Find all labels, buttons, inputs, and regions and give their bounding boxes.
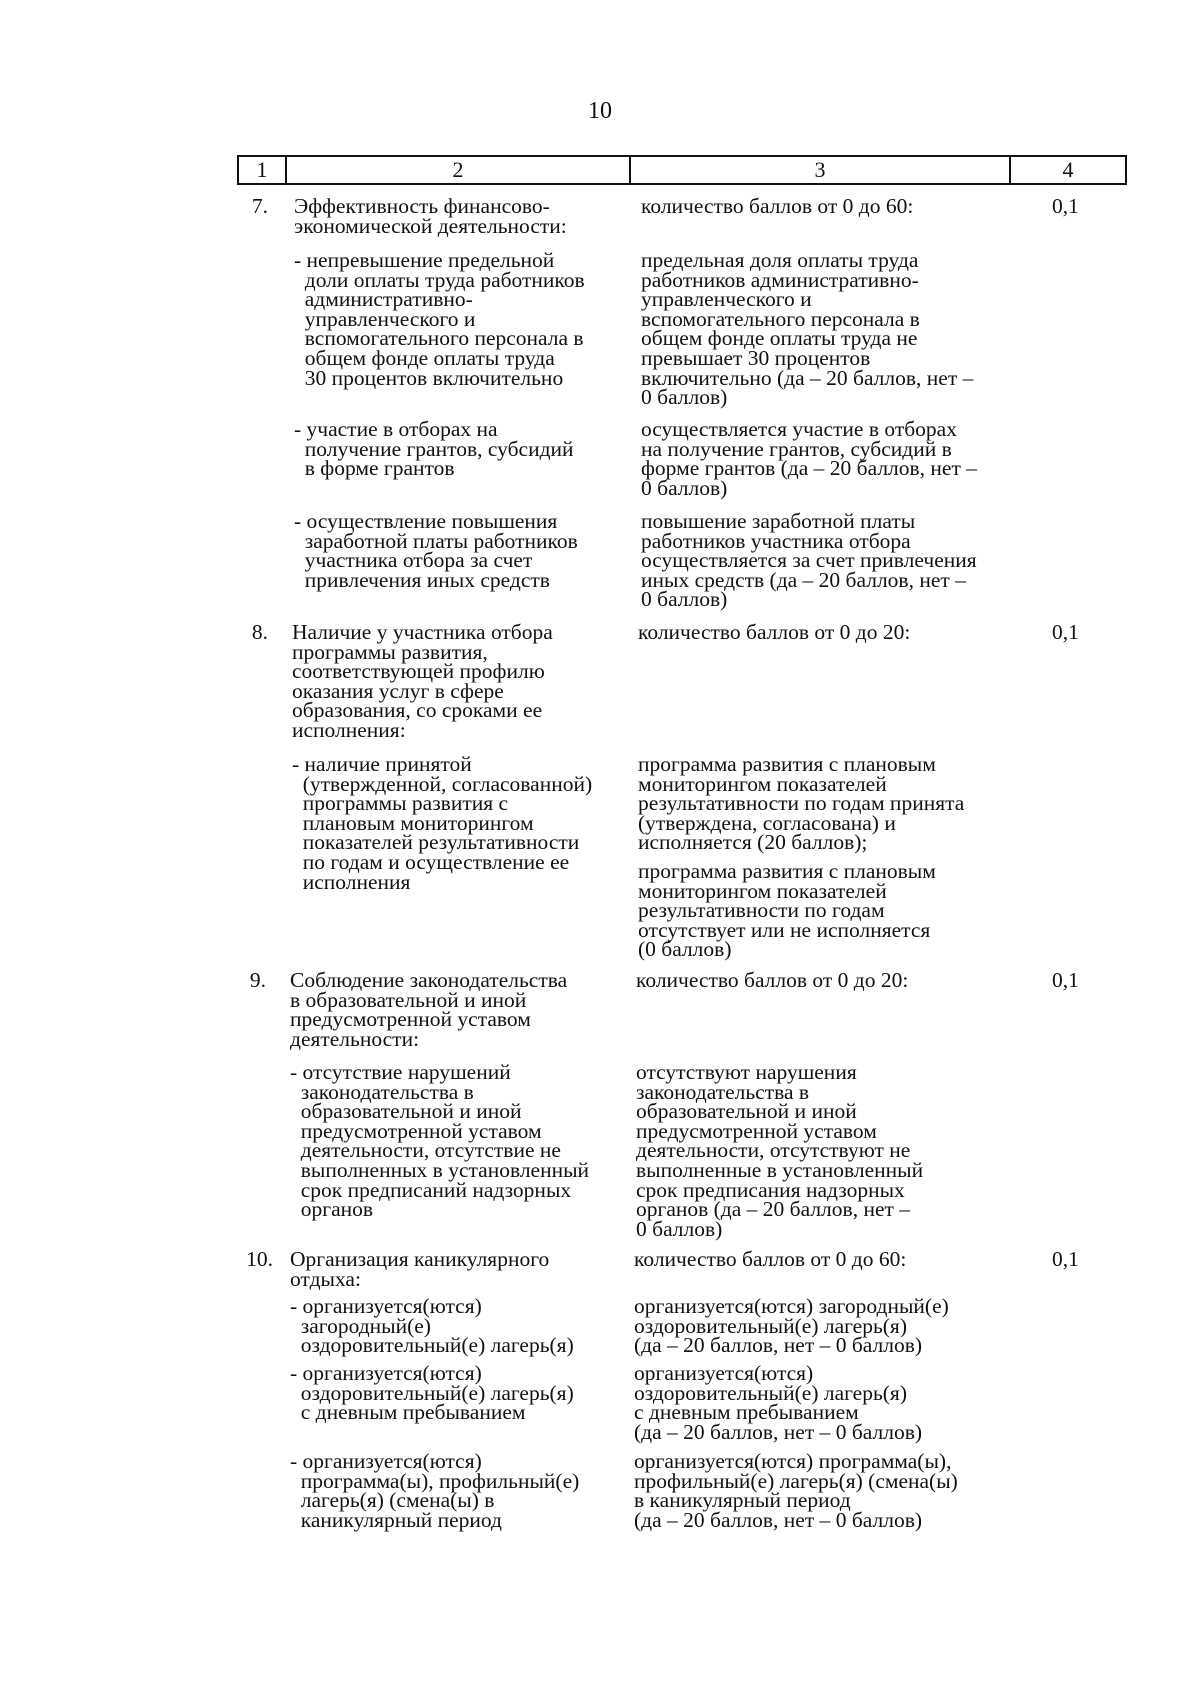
indicator-scoring: организуется(ются) программа(ы), профильный(е) лагерь(я) (смена(ы) в каникулярный период (да – 20 баллов, нет – 0 баллов) [634,1449,958,1532]
indicator-text: - организуется(ются) оздоровительный(е) лагерь(я) с дневным пребыванием [290,1361,574,1425]
indicator-scoring: повышение заработной платы работников участника отбора осуществляется за счет привлечения иных средств (да – 20 баллов, нет – 0 баллов) [641,509,977,612]
score-range: количество баллов от 0 до 20: [636,968,909,992]
indicator-text: - участие в отборах на получение грантов, субсидий в форме грантов [294,417,574,481]
criterion-title: Организация каникулярного отдыха: [290,1247,550,1291]
indicator-text: - непревышение предельной доли оплаты труда работников административно- управленческого и вспомогательного персонала в общем фонде оплаты труда 30 процентов включительно [294,248,585,390]
indicator-text: - отсутствие нарушений законодательства в образовательной и иной предусмотренной уставом деятельности, отсутствие не выполненных в установленный срок предписаний надзорных органов [290,1060,590,1222]
weight-value: 0,1 [1052,194,1079,218]
page-number: 10 [588,98,612,124]
score-range: количество баллов от 0 до 60: [634,1247,907,1271]
weight-value: 0,1 [1052,620,1079,644]
indicator-scoring: отсутствуют нарушения законодательства в образовательной и иной предусмотренной уставом деятельности, отсутствуют не выполненные в установленный срок предписания надзорных органов (да – 20 баллов, нет – 0 баллов) [636,1060,924,1241]
indicator-text: - наличие принятой (утвержденной, согласованной) программы развития с плановым мониторингом показателей результативности по годам и осуществление ее исполнения [292,752,593,894]
header-col-2: 2 [287,157,631,183]
row-number: 7. [251,194,268,218]
row-number: 8. [251,620,268,644]
header-col-1: 1 [239,157,287,183]
indicator-scoring: программа развития с плановым мониторингом показателей результативности по годам принята (утверждена, согласована) и исполняется (20 баллов); [638,752,965,855]
row-number: 9. [249,968,266,992]
indicator-scoring: предельная доля оплаты труда работников административно- управленческого и вспомогательного персонала в общем фонде оплаты труда не превышает 30 процентов включительно (да – 20 баллов, нет – 0 баллов) [641,248,974,410]
table-header [237,155,1127,185]
row-number: 10. [246,1247,273,1271]
score-range: количество баллов от 0 до 60: [641,194,914,218]
indicator-scoring-alt: программа развития с плановым мониторингом показателей результативности по годам отсутствует или не исполняется (0 баллов) [638,859,936,962]
indicator-text: - организуется(ются) программа(ы), профильный(е) лагерь(я) (смена(ы) в каникулярный период [290,1449,580,1532]
indicator-scoring: организуется(ются) загородный(е) оздоровительный(е) лагерь(я) (да – 20 баллов, нет – 0 баллов) [634,1294,949,1358]
indicator-text: - организуется(ются) загородный(е) оздоровительный(е) лагерь(я) [290,1294,574,1358]
score-range: количество баллов от 0 до 20: [638,620,911,644]
weight-value: 0,1 [1052,968,1079,992]
indicator-text: - осуществление повышения заработной платы работников участника отбора за счет привлечения иных средств [294,509,578,592]
indicator-scoring: организуется(ются) оздоровительный(е) лагерь(я) с дневным пребыванием (да – 20 баллов, нет – 0 баллов) [634,1361,923,1444]
criterion-title: Эффективность финансово- экономической деятельности: [294,194,567,238]
criterion-title: Соблюдение законодательства в образовательной и иной предусмотренной уставом деятельности: [290,968,568,1051]
weight-value: 0,1 [1052,1247,1079,1271]
header-col-4: 4 [1062,157,1074,182]
indicator-scoring: осуществляется участие в отборах на получение грантов, субсидий в форме грантов (да – 20 баллов, нет – 0 баллов) [641,417,978,500]
criterion-title: Наличие у участника отбора программы развития, соответствующей профилю оказания услуг в сфере образования, со сроками ее исполнения: [292,620,553,742]
header-col-3: 3 [631,157,1011,183]
